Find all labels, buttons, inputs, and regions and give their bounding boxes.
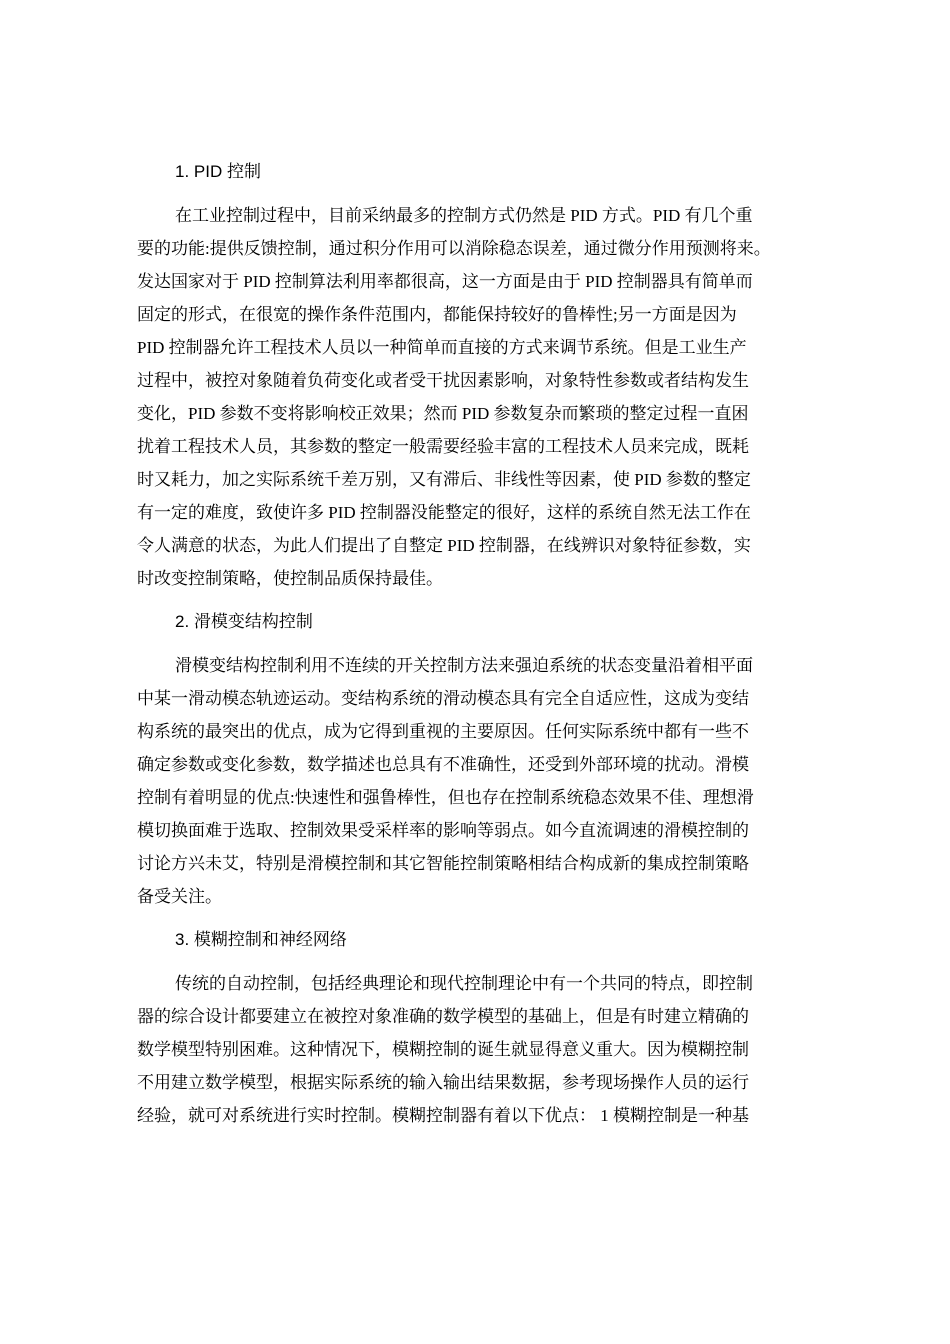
section-heading-pid: 1. PID 控制 <box>175 162 261 181</box>
section-heading-sliding-mode: 2. 滑模变结构控制 <box>175 612 313 631</box>
paragraph-line: 经验，就可对系统进行实时控制。模糊控制器有着以下优点： 1 模糊控制是一种基 <box>137 1106 749 1125</box>
paragraph-line: 要的功能:提供反馈控制，通过积分作用可以消除稳态误差，通过微分作用预测将来。 <box>137 239 771 258</box>
paragraph-line: 时改变控制策略，使控制品质保持最佳。 <box>137 569 443 588</box>
paragraph-line: 器的综合设计都要建立在被控对象准确的数学模型的基础上，但是有时建立精确的 <box>137 1007 749 1026</box>
paragraph-line: 备受关注。 <box>137 887 222 906</box>
paragraph-line: 时又耗力，加之实际系统千差万别，又有滞后、非线性等因素，使 PID 参数的整定 <box>137 470 751 489</box>
paragraph-line: 有一定的难度，致使许多 PID 控制器没能整定的很好，这样的系统自然无法工作在 <box>137 503 751 522</box>
section-heading-fuzzy-neural: 3. 模糊控制和神经网络 <box>175 930 347 949</box>
paragraph-line: 固定的形式，在很宽的操作条件范围内，都能保持较好的鲁棒性;另一方面是因为 <box>137 305 737 324</box>
paragraph-line: 确定参数或变化参数，数学描述也总具有不准确性，还受到外部环境的扰动。滑模 <box>137 755 749 774</box>
paragraph-line: 不用建立数学模型，根据实际系统的输入输出结果数据，参考现场操作人员的运行 <box>137 1073 749 1092</box>
paragraph-line: 构系统的最突出的优点，成为它得到重视的主要原因。任何实际系统中都有一些不 <box>137 722 749 741</box>
paragraph-line: 在工业控制过程中，目前采纳最多的控制方式仍然是 PID 方式。PID 有几个重 <box>175 206 753 225</box>
paragraph-line: 传统的自动控制，包括经典理论和现代控制理论中有一个共同的特点，即控制 <box>175 974 753 993</box>
paragraph-line: 过程中，被控对象随着负荷变化或者受干扰因素影响，对象特性参数或者结构发生 <box>137 371 749 390</box>
paragraph-line: PID 控制器允许工程技术人员以一种简单而直接的方式来调节系统。但是工业生产 <box>137 338 747 357</box>
paragraph-line: 数学模型特别困难。这种情况下，模糊控制的诞生就显得意义重大。因为模糊控制 <box>137 1040 749 1059</box>
paragraph-line: 滑模变结构控制利用不连续的开关控制方法来强迫系统的状态变量沿着相平面 <box>175 656 753 675</box>
paragraph-line: 控制有着明显的优点:快速性和强鲁棒性，但也存在控制系统稳态效果不佳、理想滑 <box>137 788 754 807</box>
paragraph-line: 发达国家对于 PID 控制算法利用率都很高，这一方面是由于 PID 控制器具有简单而 <box>137 272 753 291</box>
paragraph-line: 令人满意的状态，为此人们提出了自整定 PID 控制器，在线辨识对象特征参数，实 <box>137 536 751 555</box>
paragraph-line: 变化，PID 参数不变将影响校正效果；然而 PID 参数复杂而繁琐的整定过程一直困 <box>137 404 749 423</box>
paragraph-line: 中某一滑动模态轨迹运动。变结构系统的滑动模态具有完全自适应性，这成为变结 <box>137 689 749 708</box>
paragraph-line: 模切换面难于选取、控制效果受采样率的影响等弱点。如今直流调速的滑模控制的 <box>137 821 749 840</box>
paragraph-line: 扰着工程技术人员，其参数的整定一般需要经验丰富的工程技术人员来完成，既耗 <box>137 437 749 456</box>
paragraph-line: 讨论方兴未艾，特别是滑模控制和其它智能控制策略相结合构成新的集成控制策略 <box>137 854 749 873</box>
